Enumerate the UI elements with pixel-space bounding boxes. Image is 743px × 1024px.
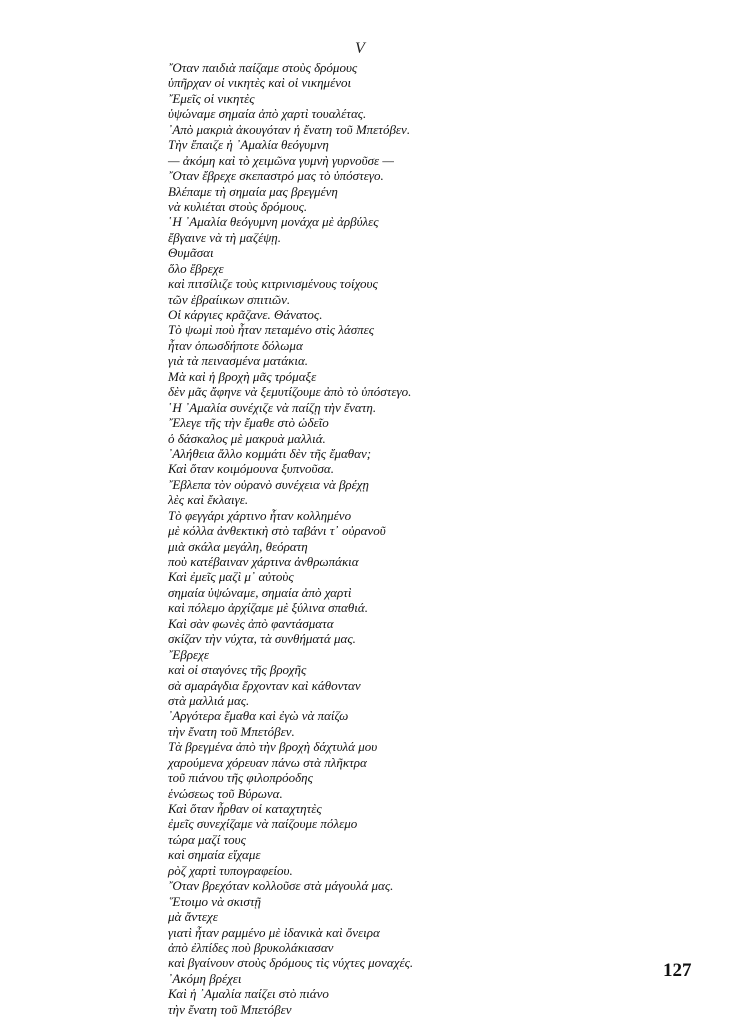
poem-line: καὶ πιτσίλιζε τοὺς κιτρινισμένους τοίχους	[168, 276, 378, 292]
poem-line: στὰ μαλλιά μας.	[168, 692, 250, 708]
poem-line: ῎Οταν βρεχόταν κολλοῦσε στὰ μάγουλά μας.	[168, 878, 394, 894]
poem-line: Τὰ βρεγμένα ἀπὸ τὴν βροχὴ δάχτυλά μου	[168, 739, 378, 755]
poem-line: ὅλο ἔβρεχε	[168, 260, 224, 276]
poem-line: ᾿Ακόμη βρέχει	[168, 970, 242, 986]
poem-line: ῞Ετοιμο νὰ σκιστῇ	[168, 893, 261, 909]
poem-line: Καὶ ὅταν ἦρθαν οἱ καταχτητὲς	[168, 801, 322, 816]
poem-line: ἀπὸ ἐλπίδες ποὺ βρυκολάκιασαν	[168, 939, 334, 955]
poem-line: Οἱ κάργιες κρᾶζανε. Θάνατος.	[168, 307, 323, 322]
poem-line: ἦταν ὁπωσδήποτε δόλωμα	[168, 337, 303, 353]
poem-line: ᾿Απὸ μακριὰ ἀκουγόταν ἡ ἔνατη τοῦ Μπετόβεν.	[168, 121, 411, 137]
poem-line: καὶ οἱ σταγόνες τῆς βροχῆς	[168, 662, 307, 678]
poem-line: τὴν ἔνατη τοῦ Μπετόβεν.	[168, 723, 295, 739]
poem-line: ἑνώσεως τοῦ Βύρωνα.	[168, 785, 283, 801]
poem-line: ποὺ κατέβαιναν χάρτινα ἀνθρωπάκια	[168, 554, 359, 569]
poem-line: ὁ δάσκαλος μὲ μακρυὰ μαλλιά.	[168, 430, 326, 446]
poem-line: καὶ βγαίνουν στοὺς δρόμους τὶς νύχτες μοναχές.	[168, 955, 414, 971]
poem-line: νὰ κυλιέται στοὺς δρόμους.	[168, 198, 308, 214]
poem-line: λὲς καὶ ἔκλαιγε.	[168, 492, 249, 508]
poem-line: γιὰ τὰ πεινασμένα ματάκια.	[168, 353, 309, 369]
poem-line: ὑψώναμε σημαία ἀπὸ χαρτὶ τουαλέτας.	[168, 106, 367, 122]
poem-line: δὲν μᾶς ἄφηνε νὰ ξεμυτίζουμε ἀπὸ τὸ ὑπόστεγο.	[168, 384, 412, 400]
poem-line: σημαία ὑψώναμε, σημαία ἀπὸ χαρτὶ	[168, 584, 352, 600]
poem-line: τώρα μαζί τους	[168, 831, 246, 847]
poem-line: καὶ σημαία εἴχαμε	[168, 847, 261, 863]
poem-line: σὰ σμαράγδια ἔρχονταν καὶ κάθονταν	[168, 677, 361, 693]
poem-line: μὰ ἄντεχε	[168, 909, 218, 925]
poem-line: Καὶ ὅταν κοιμόμουνα ξυπνοῦσα.	[168, 461, 334, 477]
poem-line: ᾿Αργότερα ἔμαθα καὶ ἐγὼ νὰ παίζω	[168, 708, 349, 724]
poem-line: ῾Η ᾿Αμαλία θεόγυμνη μονάχα μὲ ἀρβύλες	[168, 214, 379, 230]
poem-line: ῾Η ᾿Αμαλία συνέχιζε νὰ παίζῃ τὴν ἔνατη.	[168, 399, 377, 415]
poem-line: Καὶ σὰν φωνὲς ἀπὸ φαντάσματα	[168, 615, 334, 631]
poem-line: σκίζαν τὴν νύχτα, τὰ συνθήματά μας.	[168, 631, 356, 647]
poem-line: ῎Εμεῖς οἱ νικητὲς	[168, 90, 255, 106]
poem-line: ἐμεῖς συνεχίζαμε νὰ παίζουμε πόλεμο	[168, 816, 358, 832]
poem-line: ὑπῆρχαν οἱ νικητὲς καὶ οἱ νικημένοι	[168, 75, 352, 91]
poem-line: ῎Ελεγε τῆς τὴν ἔμαθε στὸ ὠδεῖο	[168, 415, 329, 431]
poem-line: Τὸ ψωμὶ ποὺ ἦταν πεταμένο στὶς λάσπες	[168, 322, 375, 338]
poem-line: ῎Εβλεπα τὸν οὐρανὸ συνέχεια νὰ βρέχῃ	[168, 476, 369, 492]
poem-line: ῎Οταν παιδιὰ παίζαμε στοὺς δρόμους	[168, 60, 358, 75]
poem-line: Βλέπαμε τὴ σημαία μας βρεγμένη	[168, 183, 338, 199]
page-number: 127	[663, 960, 692, 981]
poem-line: Μὰ καὶ ἡ βροχὴ μᾶς τρόμαξε	[168, 368, 317, 384]
poem-line: Καὶ ἡ ᾿Αμαλία παίζει στὸ πιάνο	[168, 986, 329, 1002]
poem-line: μὲ κόλλα ἀνθεκτικὴ στὸ ταβάνι τ᾿ οὐρανοῦ	[168, 523, 386, 539]
poem-line: τῶν ἑβραίικων σπιτιῶν.	[168, 291, 291, 307]
poem-line: — ἀκόμη καὶ τὸ χειμῶνα γυμνὴ γυρνοῦσε —	[168, 152, 394, 168]
poem-line: Καὶ ἐμεῖς μαζὶ μ᾿ αὐτοὺς	[168, 569, 294, 585]
poem-line: ῎Οταν ἔβρεχε σκεπαστρό μας τὸ ὑπόστεγο.	[168, 168, 384, 184]
poem-line: τὴν ἔνατη τοῦ Μπετόβεν	[168, 1001, 292, 1017]
poem-line: ἔβγαινε νὰ τὴ μαζέψῃ.	[168, 229, 282, 245]
poem-line: καὶ πόλεμο ἀρχίζαμε μὲ ξύλινα σπαθιά.	[168, 600, 368, 616]
poem-line: ᾿Αλήθεια ἄλλο κομμάτι δὲν τῆς ἔμαθαν;	[168, 445, 372, 461]
poem-line: χαρούμενα χόρευαν πάνω στὰ πλῆκτρα	[168, 754, 367, 770]
poem-line: Τὸ φεγγάρι χάρτινο ἦταν κολλημένο	[168, 507, 352, 523]
poem-line: τοῦ πιάνου τῆς φιλοπρόοδης	[168, 770, 313, 786]
poem-line: Θυμᾶσαι	[168, 245, 214, 261]
section-numeral: V	[355, 40, 365, 57]
poem-line: ῎Εβρεχε	[168, 646, 209, 662]
poem-text	[168, 60, 688, 1017]
poem-line: Τὴν ἔπαιζε ἡ ᾿Αμαλία θεόγυμνη	[168, 137, 329, 153]
poem-line: μιὰ σκάλα μεγάλη, θεόρατη	[168, 538, 308, 554]
poem-line: γιατὶ ἦταν ραμμένο μὲ ἰδανικὰ καὶ ὄνειρα	[168, 924, 380, 940]
poem-line: ρὸζ χαρτὶ τυπογραφείου.	[168, 862, 293, 878]
